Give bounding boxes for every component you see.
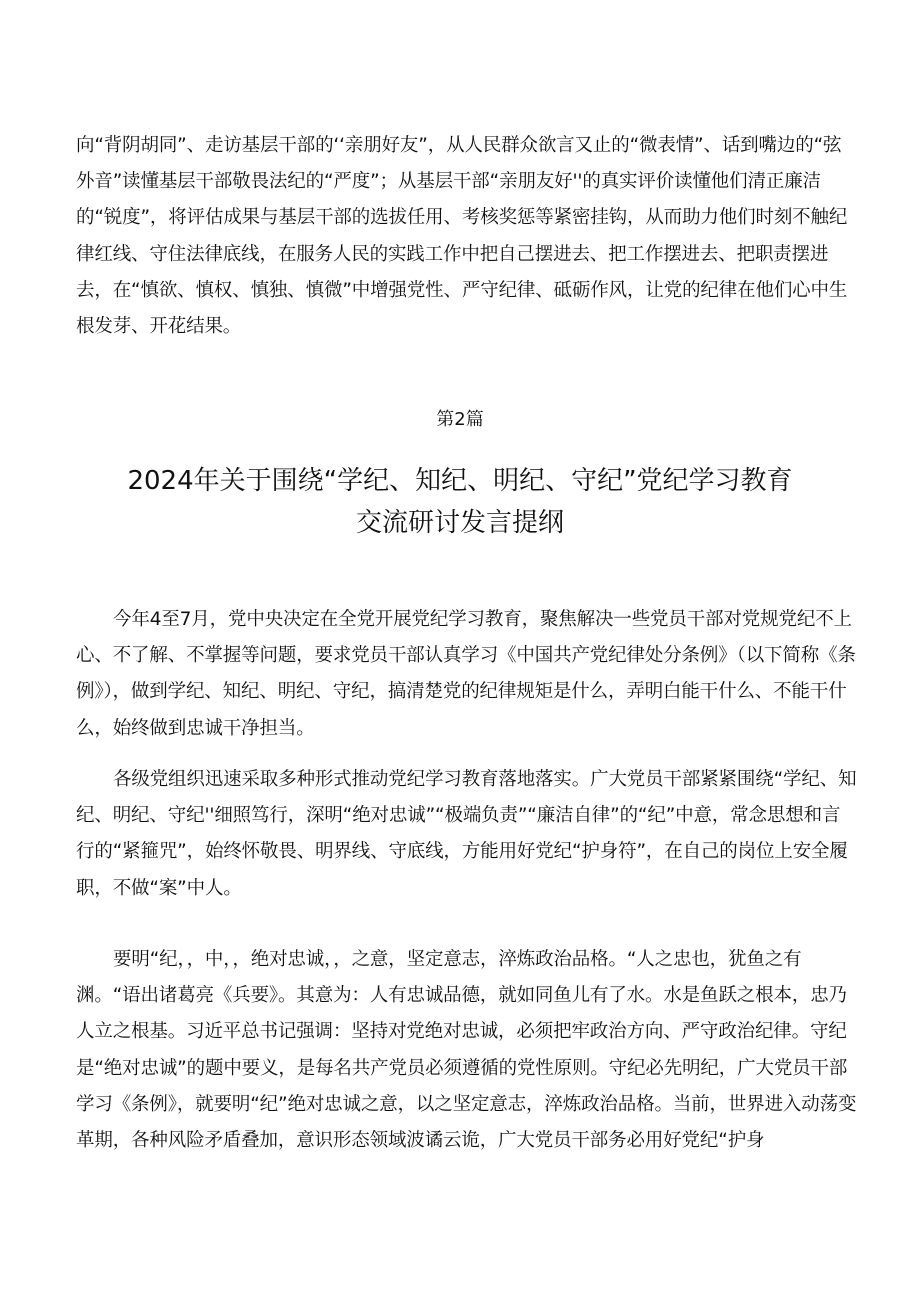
continued-paragraph: 向“背阴胡同”、走访基层干部的‘‘亲朋好友”，从人民群众欲言又止的“微表情”、话到嘴边的“弦外音”读懂基层干部敬畏法纪的“严度”；从基层干部“亲朋友好''的真实评价读懂他们清正廉洁的“锐度”，将评估成果与基层干部的选拔任用、考核奖惩等紧密挂钩，从而助力他们时刻不触纪律红线、守住法律底线，在服务人民的实践工作中把自己摆进去、把工作摆进去、把职责摆进去，在“慎欲、慎权、慎独、慎微”中增强党性、严守纪律、砥砺作风，让党的纪律在他们心中生根发芽、开花结果。: [76, 135, 848, 338]
document-title: [60, 460, 860, 544]
section-label: 第2篇: [436, 409, 484, 430]
body-paragraph-3: 要明“纪，，中，，绝对忠诚，，之意，坚定意志，淬炼政治品格。“人之忠也，犹鱼之有渊。“语出诸葛亮《兵要》。其意为：人有忠诚品德，就如同鱼儿有了水。水是鱼跃之根本，忠乃人立之根基。习近平总书记强调：坚持对党绝对忠诚，必须把牢政治方向、严守政治纪律。守纪是“绝对忠诚”的题中要义，是每名共产党员必须遵循的党性原则。守纪必先明纪，广大党员干部学习《条例》，就要明“纪”绝对忠诚之意，以之坚定意志，淬炼政治品格。当前，世界进入动荡变革期，各种风险矛盾叠加，意识形态领域波谲云诡，广大党员干部务必用好党纪“护身: [76, 949, 857, 1152]
title-line-1: 2024年关于围绕“学纪、知纪、明纪、守纪”党纪学习教育: [127, 466, 793, 496]
body-paragraph-1: 今年4至7月，党中央决定在全党开展党纪学习教育，聚焦解决一些党员干部对党规党纪不上心、不了解、不掌握等问题，要求党员干部认真学习《中国共产党纪律处分条例》（以下简称《条例》），做到学纪、知纪、明纪、守纪，搞清楚党的纪律规矩是什么，弄明白能干什么、不能干什么，始终做到忠诚干净担当。: [76, 609, 856, 739]
body-paragraph-2: 各级党组织迅速采取多种形式推动党纪学习教育落地落实。广大党员干部紧紧围绕“学纪、知纪、明纪、守纪''细照笃行，深明“绝对忠诚”“极端负责”“廉洁自律”的“纪”中意，常念思想和言行的“紧箍咒”，始终怀敬畏、明界线、守底线，方能用好党纪“护身符”，在自己的岗位上安全履职，不做“案”中人。: [76, 769, 857, 899]
title-line-2: 交流研讨发言提纲: [355, 508, 564, 538]
